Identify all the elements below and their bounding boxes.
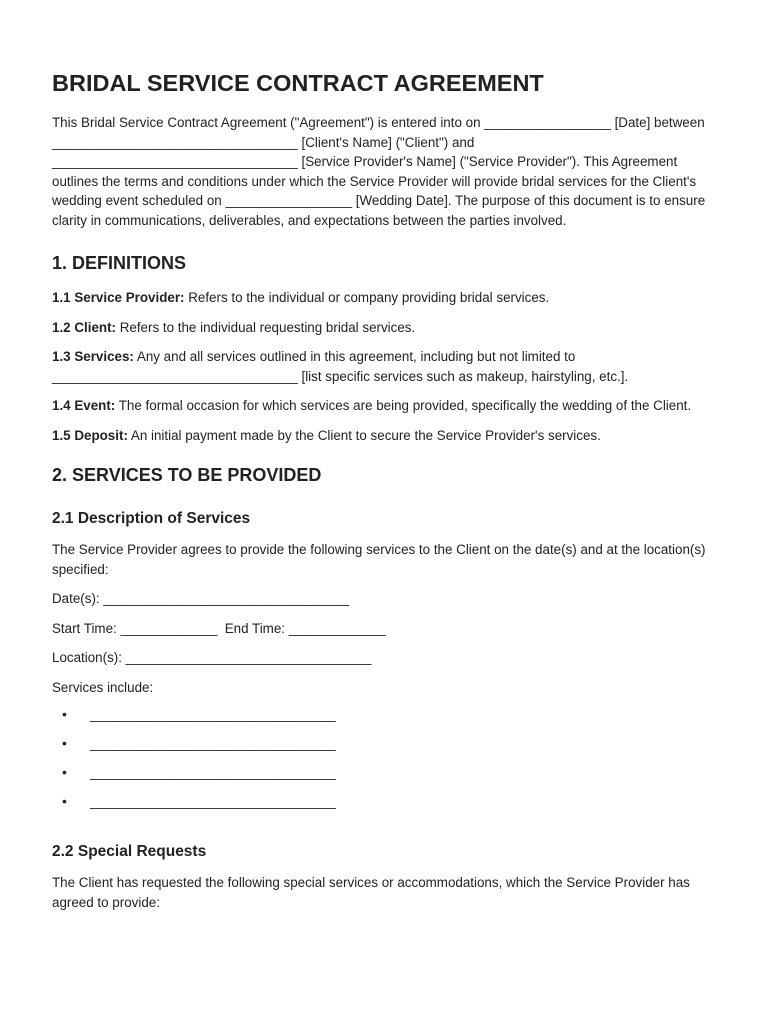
bullet-icon: •	[62, 764, 67, 780]
list-item	[62, 763, 718, 792]
definition-term: 1.1 Service Provider:	[52, 290, 185, 305]
definition-text: An initial payment made by the Client to secure the Service Provider's services.	[127, 427, 601, 443]
blank-line: _________________________________	[90, 707, 336, 722]
blank-line: _________________________________	[90, 736, 336, 751]
definition-term: 1.2 Client:	[52, 319, 116, 335]
special-requests-paragraph: The Client has requested the following special services or accommodations, which the Service Provider has agreed to provide:	[52, 875, 690, 910]
definition-text: Refers to the individual or company providing bridal services.	[184, 290, 550, 305]
services-include-label: Services include:	[52, 679, 154, 695]
intro-paragraph: This Bridal Service Contract Agreement ("Agreement") is entered into on _________________ [Date] between _________________________________ [Client's Name] ("Client") and _________________________________ [Service Provider's Name] ("Service Provider"). This Agreement outlines the terms and conditions under which the Service Provider will provide bridal services for the Client's wedding event scheduled on _________________ [Wedding Date]. The purpose of this document is to ensure clarity in communications, deliverables, and expectations between the parties involved.	[52, 115, 706, 228]
document-title: BRIDAL SERVICE CONTRACT AGREEMENT	[52, 70, 544, 96]
definition-text: Any and all services outlined in this agreement, including but not limited to _________________________________ [list specific services such as makeup, hairstyling, etc.].	[52, 349, 629, 384]
list-item	[62, 792, 718, 821]
definition-term: 1.5 Deposit:	[52, 427, 128, 443]
list-item	[62, 734, 718, 763]
services-blank-list	[52, 705, 718, 821]
bullet-icon: •	[62, 706, 67, 722]
subsection-description-heading: 2.1 Description of Services	[52, 510, 251, 527]
definition-item	[52, 288, 718, 308]
definition-text: The formal occasion for which services are being provided, specifically the wedding of the Client.	[115, 398, 692, 413]
section-services-heading: 2. SERVICES TO BE PROVIDED	[52, 465, 322, 485]
blank-line: _________________________________	[90, 765, 336, 780]
dates-field: Date(s): _________________________________	[52, 591, 350, 606]
definition-item	[52, 318, 718, 338]
blank-line: _________________________________	[90, 794, 336, 809]
section-definitions-heading: 1. DEFINITIONS	[52, 253, 187, 273]
times-field: Start Time: _____________ End Time: _____________	[52, 620, 386, 636]
services-intro-paragraph: The Service Provider agrees to provide the following services to the Client on the date(s) and at the location(s) specified:	[52, 542, 706, 577]
bullet-icon: •	[62, 793, 67, 809]
definition-term: 1.3 Services:	[52, 349, 134, 364]
location-field: Location(s): _________________________________	[52, 650, 372, 665]
definition-item	[52, 396, 718, 416]
bullet-icon: •	[62, 735, 67, 751]
definition-term: 1.4 Event:	[52, 398, 116, 413]
definition-item	[52, 347, 718, 386]
subsection-special-requests-heading: 2.2 Special Requests	[52, 843, 207, 860]
definition-text: Refers to the individual requesting bridal services.	[116, 319, 416, 335]
definition-item	[52, 426, 718, 446]
list-item	[62, 705, 718, 734]
